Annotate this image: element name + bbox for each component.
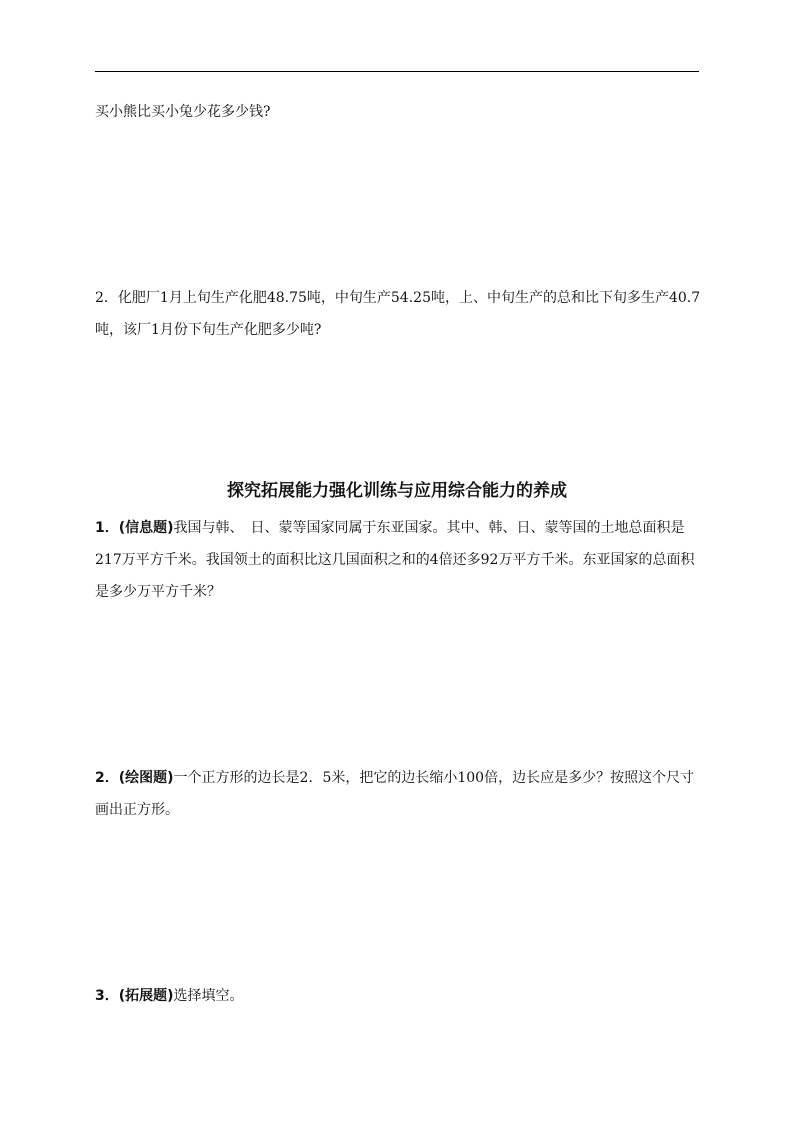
item-tag: (绘图题) [118,770,174,786]
exercise-item-1 [95,512,701,608]
item-tag: (信息题) [118,520,174,536]
question-text-continuation: 买小熊比买小兔少花多少钱? [95,104,271,120]
header-rule [95,71,699,72]
section-title: 探究拓展能力强化训练与应用综合能力的养成 [227,481,567,501]
question-2-text: 2．化肥厂1月上旬生产化肥48.75吨，中旬生产54.25吨，上、中旬生产的总和比下旬多生产40.7吨，该厂1月份下旬生产化肥多少吨? [95,290,701,338]
item-number: 1． [95,520,119,536]
item-text: 一个正方形的边长是2．5米，把它的边长缩小100倍，边长应是多少？按照这个尺寸画出正方形。 [95,770,695,818]
item-number: 2． [95,770,119,786]
item-number: 3． [95,988,119,1004]
exercise-item-2 [95,762,701,826]
item-text: 我国与韩、 日、蒙等国家同属于东亚国家。其中、韩、日、蒙等国的土地总面积是217万平方千米。我国领土的面积比这几国面积之和的4倍还多92万平方千米。东亚国家的总面积是多少万平方千米？ [95,520,695,600]
item-text: 选择填空。 [173,988,244,1004]
exercise-item-3 [95,980,701,1012]
item-tag: (拓展题) [118,988,174,1004]
